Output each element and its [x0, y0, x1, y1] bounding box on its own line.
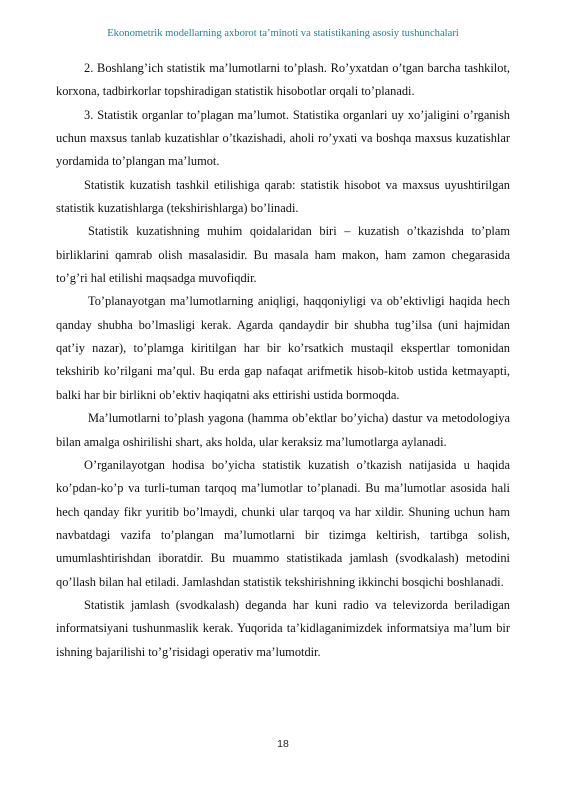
paragraph-systematization: O’rganilayotgan hodisa bo’yicha statistik kuzatish o’tkazish natijasida u haqida ko’pdan-ko’p va turli-tuman tarqoq ma’lumotlar to’planadi. Bu ma’lumotlar asosida hali hech qanday fikr yuritib bo’lmaydi, chunki ular tarqoq va har xildir. Shuning uchun ham navbatdagi vazifa to’plangan ma’lumotlarni bir tizimga keltirish, tartibga solish, umumlashtirishdan iboratdir. Bu muammo statistikada jamlash (svodkalash) metodini qo’llash bilan hal etiladi. Jamlashdan statistik tekshirishning ikkinchi bosqichi boshlanadi.	[56, 457, 510, 589]
paragraph-observation-types: Statistik kuzatish tashkil etilishiga qarab: statistik hisobot va maxsus uyushtirilgan statistik kuzatishlarga (tekshirishlarga) bo’linadi.	[56, 177, 510, 216]
paragraph-coverage-rule: Statistik kuzatishning muhim qoidalaridan biri – kuzatish o’tkazishda to’plam birliklarini qamrab olish masalasidir. Bu masala ham makon, ham zamon chegarasida to’g’ri hal etilishi maqsadga muvofiqdir.	[56, 224, 510, 286]
paragraph-data-collection: 2. Boshlang’ich statistik ma’lumotlarni to’plash. Ro’yxatdan o’tgan barcha tashkilot, korxona, tadbirkorlar topshiradigan statistik hisobotlar orqali to’planadi.	[56, 61, 510, 99]
page-number: 18	[277, 738, 289, 750]
paragraph-unified-program: Ma’lumotlarni to’plash yagona (hamma ob’ektlar bo’yicha) dastur va metodologiya bilan amalga oshirilishi shart, aks holda, ular keraksiz ma’lumotlarga aylanadi.	[56, 411, 510, 449]
paragraph-statistical-organs: 3. Statistik organlar to’plagan ma’lumot. Statistika organlari uy xo’jaligini o’rganish uchun maxsus tanlab kuzatishlar o’tkazishadi, aholi ro’yxati va boshqa maxsus kuzatishlar yordamida to’plangan ma’lumot.	[56, 107, 510, 169]
page-body	[56, 57, 510, 664]
running-header: Ekonometrik modellarning axborot ta’minoti va statistikaning asosiy tushunchalari	[107, 28, 459, 39]
paragraph-statistical-summary: Statistik jamlash (svodkalash) deganda har kuni radio va televizorda beriladigan informatsiyani tushunmaslik kerak. Yuqorida ta’kidlaganimizdek informatsiya ma’lum bir ishning bajarilishi to’g’risidagi operativ ma’lumotdir.	[56, 597, 510, 659]
paragraph-data-accuracy: To’planayotgan ma’lumotlarning aniqligi, haqqoniyligi va ob’ektivligi haqida hech qanday shubha bo’lmasligi kerak. Agarda qandaydir bir shubha tug’ilsa (uni hajmidan qat’iy nazar), to’plamga kiritilgan har bir ko’rsatkich mustaqil ekspertlar tomonidan tekshirib ko’rilgani ma’qul. Bu erda gap nafaqat arifmetik hisob-kitob ustida ketmayapti, balki har bir birlikni ob’ektiv haqiqatni aks ettirishi ustida bormoqda.	[56, 294, 510, 402]
